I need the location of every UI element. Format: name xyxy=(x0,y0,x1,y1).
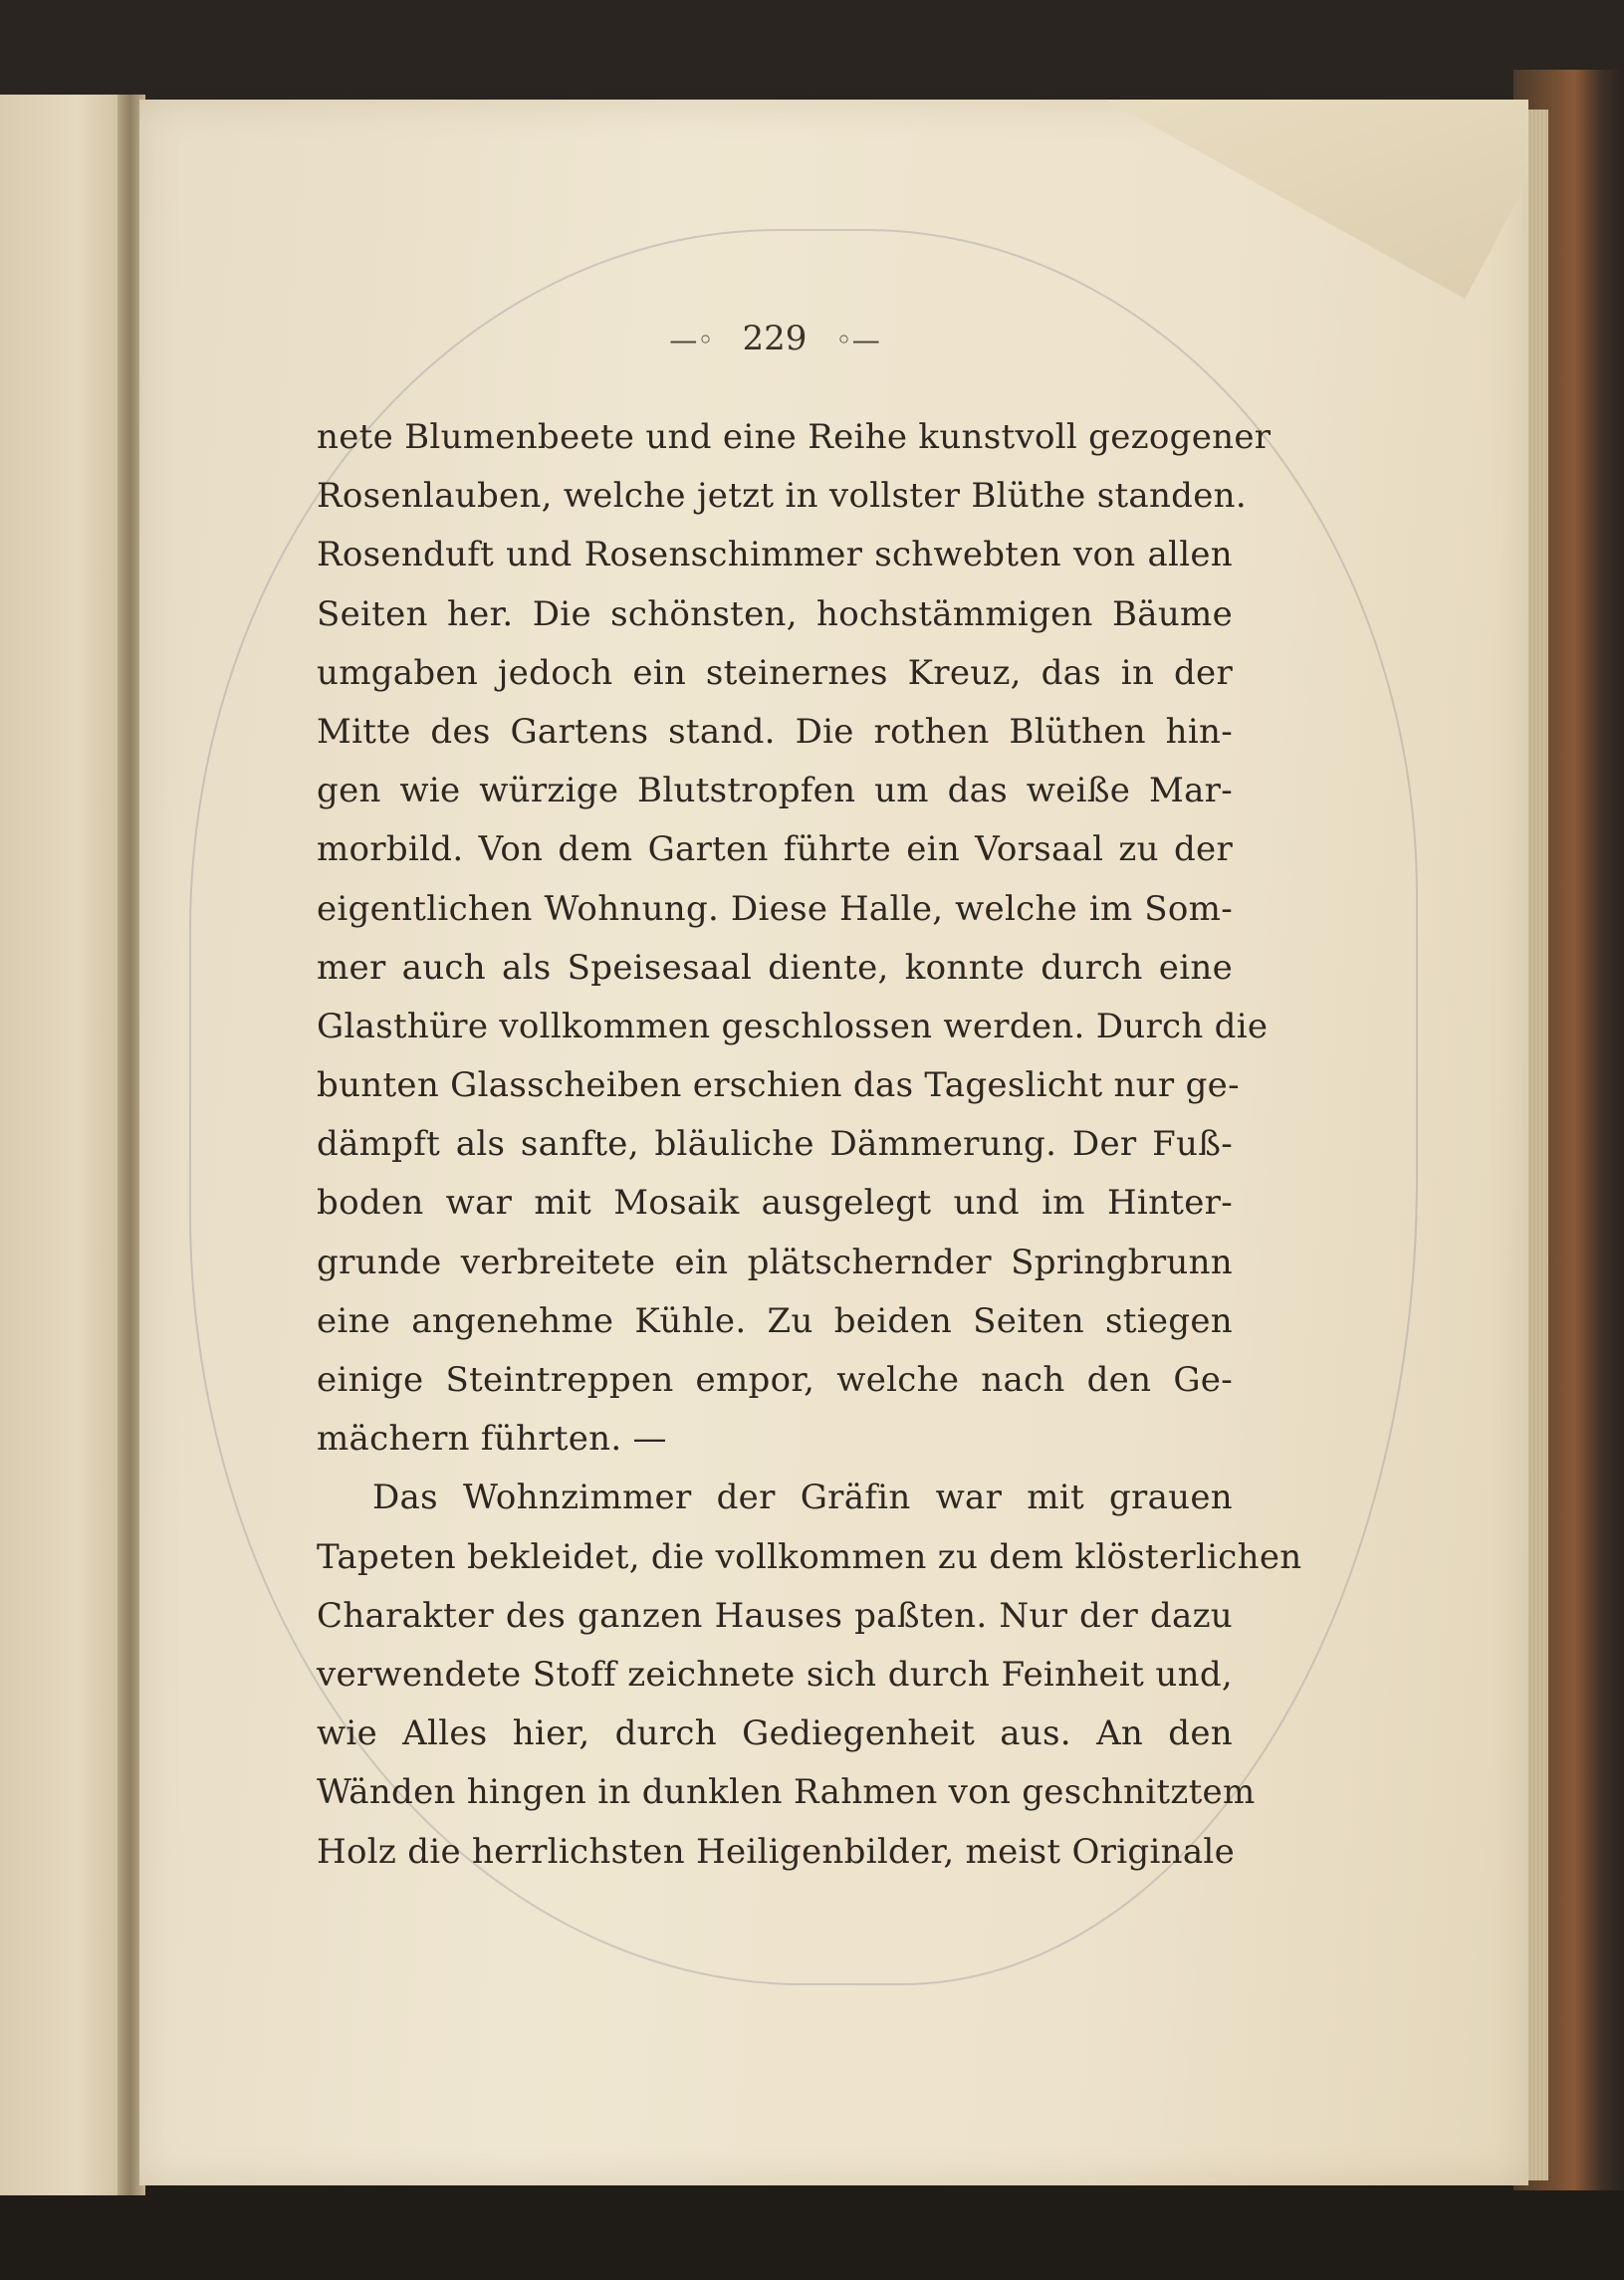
page-header xyxy=(317,319,1233,378)
text-line: einige Steintreppen empor, welche nach den Ge- xyxy=(317,1360,1233,1400)
text-line: eine angenehme Kühle. Zu beiden Seiten stiegen xyxy=(317,1300,1233,1341)
text-line: Mitte des Gartens stand. Die rothen Blüthen hin- xyxy=(317,711,1233,752)
text-line: Das Wohnzimmer der Gräfin war mit grauen xyxy=(372,1478,1233,1518)
text-line: Wänden hingen in dunklen Rahmen von geschnitztem xyxy=(317,1772,1256,1813)
text-line: umgaben jedoch ein steinernes Kreuz, das in der xyxy=(317,652,1233,693)
text-line: boden war mit Mosaik ausgelegt und im Hinter- xyxy=(317,1183,1233,1224)
text-line: eigentlichen Wohnung. Diese Halle, welche im Som- xyxy=(317,888,1233,929)
text-line: verwendete Stoff zeichnete sich durch Feinheit und, xyxy=(317,1654,1233,1695)
left-page-edge xyxy=(0,95,129,2195)
right-ornament-icon: ◦— xyxy=(835,324,880,356)
text-line: mächern führten. — xyxy=(317,1419,667,1460)
text-line: morbild. Von dem Garten führte ein Vorsaal zu der xyxy=(317,829,1233,870)
text-line: wie Alles hier, durch Gediegenheit aus. An den xyxy=(317,1713,1233,1754)
text-line: Rosenlauben, welche jetzt in vollster Blüthe standen. xyxy=(317,476,1247,517)
text-line: bunten Glasscheiben erschien das Tageslicht nur ge- xyxy=(317,1065,1240,1106)
text-line: dämpft als sanfte, bläuliche Dämmerung. Der Fuß- xyxy=(317,1124,1233,1165)
text-line: mer auch als Speisesaal diente, konnte durch eine xyxy=(317,947,1233,988)
page-body-text xyxy=(317,408,1302,1882)
left-ornament-icon: —◦ xyxy=(669,324,714,356)
text-line: nete Blumenbeete und eine Reihe kunstvoll gezogener xyxy=(317,417,1272,457)
text-line: grunde verbreitete ein plätschernder Springbrunn xyxy=(317,1242,1233,1282)
text-line: Glasthüre vollkommen geschlossen werden. Durch die xyxy=(317,1006,1269,1046)
text-line: Seiten her. Die schönsten, hochstämmigen Bäume xyxy=(317,593,1233,634)
text-line: gen wie würzige Blutstropfen um das weiße Mar- xyxy=(317,771,1233,811)
text-line: Holz die herrlichsten Heiligenbilder, meist Originale xyxy=(317,1831,1235,1872)
page-number: 229 xyxy=(742,319,808,358)
text-line: Tapeten bekleidet, die vollkommen zu dem klösterlichen xyxy=(317,1536,1302,1577)
text-line: Rosenduft und Rosenschimmer schwebten von allen xyxy=(317,535,1233,575)
text-line: Charakter des ganzen Hauses paßten. Nur der dazu xyxy=(317,1595,1233,1636)
